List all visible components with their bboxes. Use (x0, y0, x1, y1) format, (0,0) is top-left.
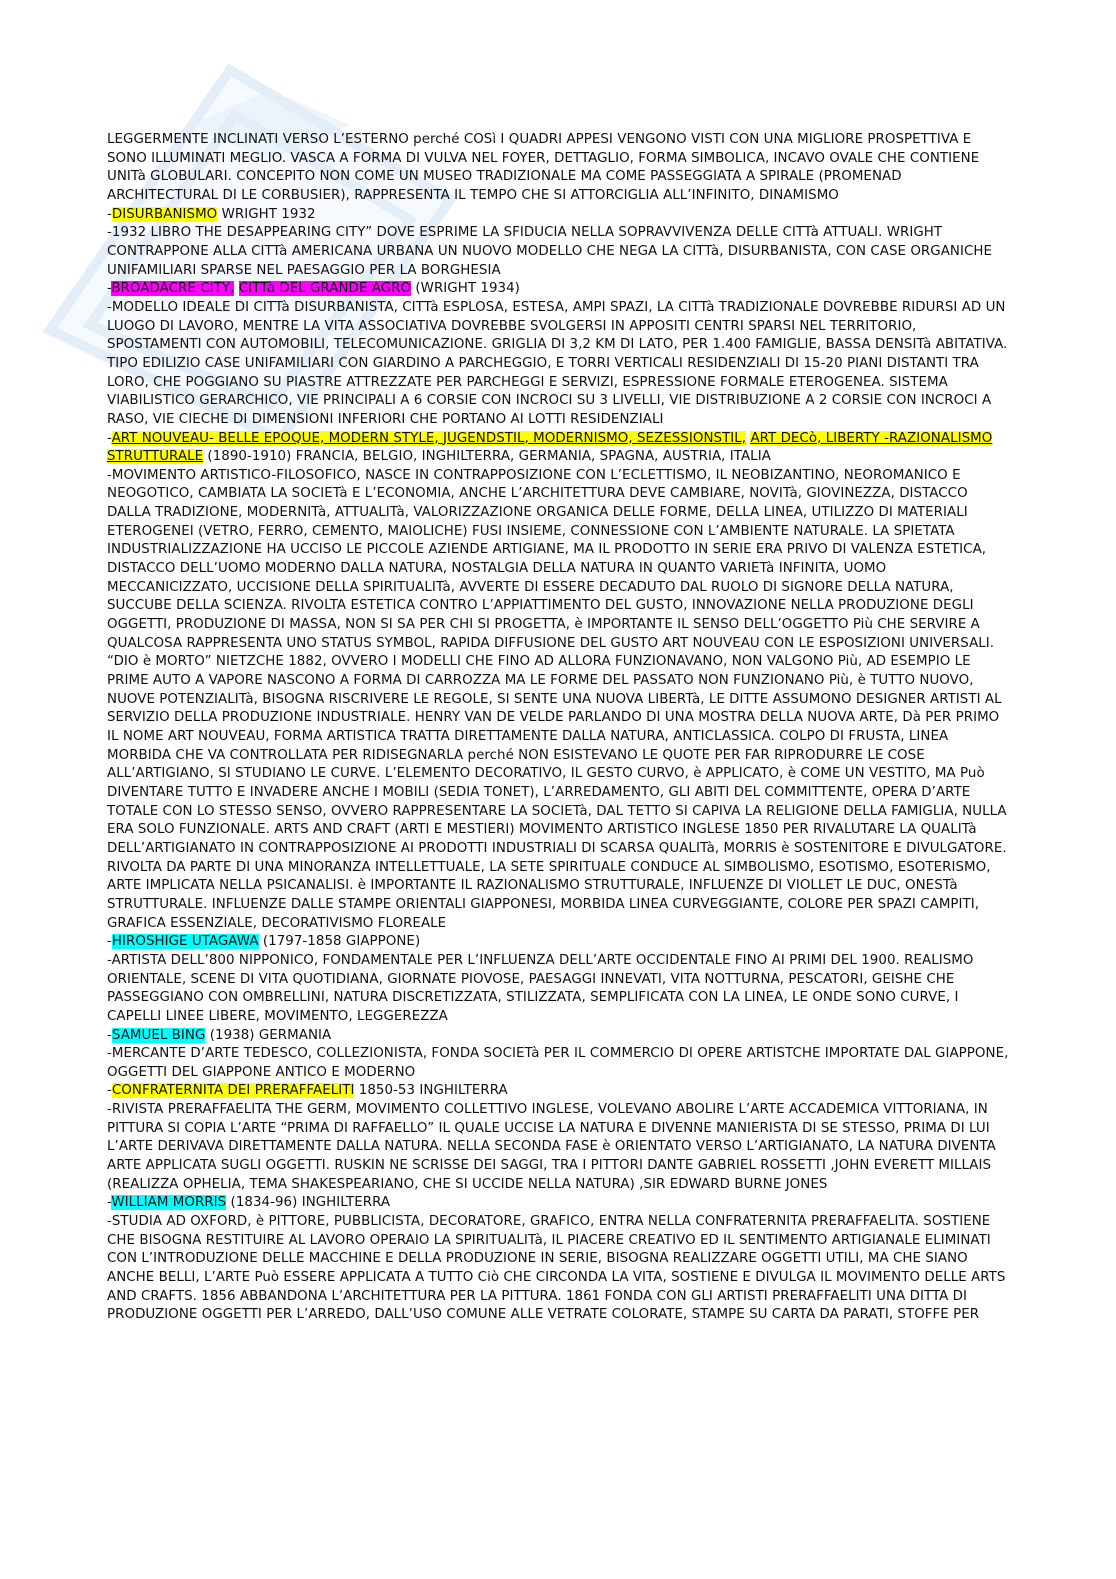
document-body (107, 131, 1012, 1325)
paragraph-art-nouveau: -MOVIMENTO ARTISTICO-FILOSOFICO, NASCE IN CONTRAPPOSIZIONE CON L’ECLETTISMO, IL NEOBIZANTINO, NEOROMANICO E NEOGOTICO, CAMBIATA LA SOCIETà E L’ECONOMIA, ANCHE L’ARCHITETTURA DEVE CAMBIARE, NOVITà, GIOVINEZZA, DISTACCO DALLA TRADIZIONE, MODERNITà, ATTUALITà, VALORIZZAZIONE ORGANICA DELLE FORME, DELLA LINEA, UTILIZZO DI MATERIALI ETEROGENEI (VETRO, FERRO, CEMENTO, MAIOLICHE) FUSI INSIEME, CONNESSIONE CON L’AMBIENTE NATURALE. LA SPIETATA INDUSTRIALIZZAZIONE HA UCCISO LE PICCOLE AZIENDE ARTIGIANE, MA IL PRODOTTO IN SERIE ERA PRIVO DI VALENZA ESTETICA, DISTACCO DELL’UOMO MODERNO DALLA NATURA, NOSTALGIA DELLA NATURA IN QUANTO VARIETà INFINITA, UOMO MECCANICIZZATO, UCCISIONE DELLA SPIRITUALITà, AVVERTE DI ESSERE DECADUTO DAL RUOLO DI SIGNORE DELLA NATURA, SUCCUBE DELLA SCIENZA. RIVOLTA ESTETICA CONTRO L’APPIATTIMENTO DEL GUSTO, INNOVAZIONE NELLA PRODUZIONE DEGLI OGGETTI, PRODUZIONE DI MASSA, NON SI SA PER CHI SI PROGETTA, è IMPORTANTE IL SENSO DELL’OGGETTO Più CHE SERVIRE A QUALCOSA RAPPRESENTA UNO STATUS SYMBOL, RAPIDA DIFFUSIONE DEL GUSTO ART NOUVEAU CON LE ESPOSIZIONI UNIVERSALI. “DIO è MORTO” NIETZCHE 1882, OVVERO I MODELLI CHE FINO AD ALLORA FUNZIONAVANO, NON VALGONO Più, AD ESEMPIO LE PRIME AUTO A VAPORE NASCONO A FORMA DI CARROZZA MA LE FORME DEL PASSATO NON FUNZIONANO Più, è TUTTO NUOVO, NUOVE POTENZIALITà, BISOGNA RISCRIVERE LE REGOLE, SI SENTE UNA NUOVA LIBERTà, LE DITTE ASSUMONO DESIGNER ARTISTI AL SERVIZIO DELLA PRODUZIONE INDUSTRIALE. HENRY VAN DE VELDE PARLANDO DI UNA MOSTRA DELLA NUOVA ARTE, Dà PER PRIMO IL NOME ART NOUVEAU, FORMA ARTISTICA TRATTA DIRETTAMENTE DALLA NATURA, ANTICLASSICA. COLPO DI FRUSTA, LINEA MORBIDA CHE VA CONTROLLATA PER RIDISEGNARLA perché NON ESISTEVANO LE QUOTE PER FAR RIPRODURRE LE COSE ALL’ARTIGIANO, SI STUDIANO LE CURVE. L’ELEMENTO DECORATIVO, IL GESTO CURVO, è APPLICATO, è COME UN VESTITO, MA Può DIVENTARE TUTTO E INVADERE ANCHE I MOBILI (SEDIA TONET), L’ARREDAMENTO, GLI ABITI DEL COMMITTENTE, OPERA D’ARTE TOTALE CON LO STESSO SENSO, OVVERO RAPPRESENTARE LA SOCIETà, DAL TETTO SI CAPIVA LA RELIGIONE DELLA FAMIGLIA, NULLA ERA SOLO FUNZIONALE. ARTS AND CRAFT (ARTI E MESTIERI) MOVIMENTO ARTISTICO INGLESE 1850 PER RIVALUTARE LA QUALITà DELL’ARTIGIANATO IN CONTRAPPOSIZIONE AI PRODOTTI INDUSTRIALI DI SCARSA QUALITà, MORRIS è SOSTENITORE E DIVULGATORE. RIVOLTA DA PARTE DI UNA MINORANZA INTELLETTUALE, LA SETE SPIRITUALE CONDUCE AL SIMBOLISMO, ESOTISMO, ESOTERISMO, ARTE IMPLICATA NELLA PSICANALISI. è IMPORTANTE IL RAZIONALISMO STRUTTURALE, INFLUENZE DI VIOLLET LE DUC, ONESTà STRUTTURALE. INFLUENZE DALLE STAMPE ORIENTALI GIAPPONESI, MORBIDA LINEA CURVEGGIANTE, COLORE PER SPAZI CAMPITI, GRAFICA ESSENZIALE, DECORATIVISMO FLOREALE (107, 467, 1007, 931)
highlight-william-morris: WILLIAM MORRIS (111, 1195, 227, 1211)
highlight-citta-grande-agro: CITTà DEL GRANDE AGRO (238, 281, 412, 297)
heading-dash: - (107, 1083, 112, 1099)
heading-rest: WRIGHT 1932 (217, 206, 316, 222)
paragraph-disurbanismo: -1932 LIBRO THE DESAPPEARING CITY” DOVE ESPRIME LA SFIDUCIA NELLA SOPRAVVIVENZA DELLE CITTà ATTUALI. WRIGHT CONTRAPPONE ALLA CITTà AMERICANA URBANA UN NUOVO MODELLO CHE NEGA LA CITTà, DISURBANISTA, CON CASE ORGANICHE UNIFAMILIARI SPARSE NEL PAESAGGIO PER LA BORGHESIA (107, 225, 993, 278)
heading-rest: (1938) GERMANIA (205, 1027, 332, 1043)
heading-rest: (1890-1910) FRANCIA, BELGIO, INGHILTERRA, GERMANIA, SPAGNA, AUSTRIA, ITALIA (203, 449, 771, 465)
heading-dash: - (107, 1027, 112, 1043)
heading-dash: - (107, 430, 112, 446)
heading-art-nouveau (107, 430, 1012, 467)
heading-william-morris (107, 1194, 1012, 1213)
paragraph-guggenheim: LEGGERMENTE INCLINATI VERSO L’ESTERNO perché COSì I QUADRI APPESI VENGONO VISTI CON UNA MIGLIORE PROSPETTIVA E SONO ILLUMINATI MEGLIO. VASCA A FORMA DI VULVA NEL FOYER, DETTAGLIO, FORMA SIMBOLICA, INCAVO OVALE CHE CONTIENE UNITà GLOBULARI. CONCEPITO NON COME UN MUSEO TRADIZIONALE MA COME PASSEGGIATA A SPIRALE (PROMENAD ARCHITECTURAL DI LE CORBUSIER), RAPPRESENTA IL TEMPO CHE SI ATTORCIGLIA ALL’INFINITO, DINAMISMO (107, 132, 980, 203)
heading-dash: - (107, 281, 112, 297)
highlight-samuel-bing: SAMUEL BING (111, 1027, 206, 1043)
heading-dash: - (107, 934, 112, 950)
heading-rest: (WRIGHT 1934) (411, 281, 520, 297)
paragraph-confraternita: -RIVISTA PRERAFFAELITA THE GERM, MOVIMENTO COLLETTIVO INGLESE, VOLEVANO ABOLIRE L’ARTE ACCADEMICA VITTORIANA, IN PITTURA SI COPIA L’ARTE “PRIMA DI RAFFAELLO” IL QUALE UCCISE LA NATURA E DIVENNE MANIERISTA DI SE STESSO, PRIMA DI LUI L’ARTE DERIVAVA DIRETTAMENTE DALLA NATURA. NELLA SECONDA FASE è ORIENTATO VERSO L’ARTIGIANATO, LA NATURA DIVENTA ARTE APPLICATA SUGLI OGGETTI. RUSKIN NE SCRISSE DEI SAGGI, TRA I PITTORI DANTE GABRIEL ROSSETTI ,JOHN EVERETT MILLAIS (REALIZZA OPHELIA, TEMA SHAKESPEARIANO, CHE SI UCCIDE NELLA NATURA) ,SIR EDWARD BURNE JONES (107, 1102, 996, 1192)
highlight-art-nouveau: ART NOUVEAU- BELLE EPOQUE, MODERN STYLE, JUGENDSTIL, MODERNISMO, SEZESSIONSTIL, (111, 430, 747, 446)
paragraph-william-morris: -STUDIA AD OXFORD, è PITTORE, PUBBLICISTA, DECORATORE, GRAFICO, ENTRA NELLA CONFRATERNITA PRERAFFAELITA. SOSTIENE CHE BISOGNA RESTITUIRE AL LAVORO OPERAIO LA SPIRITUALITà, IL PIACERE CREATIVO ED IL SENTIMENTO ARTIGIANALE ELIMINATI CON L’INTRODUZIONE DELLE MACCHINE E DELLA PRODUZIONE IN SERIE, BISOGNA REALIZZARE OGGETTI UTILI, MA CHE SIANO ANCHE BELLI, L’ARTE Può ESSERE APPLICATA A TUTTO Ciò CHE CIRCONDA LA VITA, SOSTIENE E DIVULGA IL MOVIMENTO DELLE ARTS AND CRAFTS. 1856 ABBANDONA L’ARCHITETTURA PER LA PITTURA. 1861 FONDA CON GLI ARTISTI PRERAFFAELITI UNA DITTA DI PRODUZIONE OGGETTI PER L’ARREDO, DALL’USO COMUNE ALLE VETRATE COLORATE, STAMPE SU CARTA DA PARATI, STOFFE PER (107, 1214, 1006, 1323)
heading-rest: (1834-96) INGHILTERRA (226, 1195, 391, 1211)
heading-rest: (1797-1858 GIAPPONE) (258, 934, 421, 950)
heading-broadacre (107, 280, 1012, 299)
highlight-art-deco: ART DECò, LIBERTY -RAZIONALISMO STRUTTURALE (107, 430, 993, 465)
heading-dash: - (107, 1195, 112, 1211)
paragraph-samuel-bing: -MERCANTE D’ARTE TEDESCO, COLLEZIONISTA, FONDA SOCIETà PER IL COMMERCIO DI OPERE ARTISTCHE IMPORTATE DAL GIAPPONE, OGGETTI DEL GIAPPONE ANTICO E MODERNO (107, 1046, 1009, 1080)
paragraph-broadacre: -MODELLO IDEALE DI CITTà DISURBANISTA, CITTà ESPLOSA, ESTESA, AMPI SPAZI, LA CITTà TRADIZIONALE DOVREBBE RIDURSI AD UN LUOGO DI LAVORO, MENTRE LA VITA ASSOCIATIVA DOVREBBE SVOLGERSI IN APPOSITI CENTRI SPARSI NEL TERRITORIO, SPOSTAMENTI CON AUTOMOBILI, TELECOMUNICAZIONE. GRIGLIA DI 3,2 KM DI LATO, PER 1.400 FAMIGLIE, BASSA DENSITà ABITATIVA. TIPO EDILIZIO CASE UNIFAMILIARI CON GIARDINO A PARCHEGGIO, E TORRI VERTICALI RESIDENZIALI DI 15-20 PIANI DISTANTI TRA LORO, CHE POGGIANO SU PIASTRE ATTREZZATE PER PARCHEGGI E SERVIZI, ESPRESSIONE FORMALE ETEROGENEA. SISTEMA VIABILISTICO GERARCHICO, VIE PRINCIPALI A 6 CORSIE CON INCROCI SU 3 LIVELLI, VIE DISTRIBUZIONE A 2 CORSIE CON INCROCI A RASO, VIE CIECHE DI DIMENSIONI INFERIORI CHE PORTANO AI LOTTI RESIDENZIALI (107, 299, 1008, 427)
paragraph-hiroshige: -ARTISTA DELL’800 NIPPONICO, FONDAMENTALE PER L’INFLUENZA DELL’ARTE OCCIDENTALE FINO AI PRIMI DEL 1900. REALISMO ORIENTALE, SCENE DI VITA QUOTIDIANA, GIORNATE PIOVOSE, PAESAGGI INNEVATI, VITA NOTTURNA, PESCATORI, GEISHE CHE PASSEGGIANO CON OMBRELLINI, NATURA DISCRETIZZATA, STILIZZATA, SEMPLIFICATA CON LA LINEA, LE ONDE SONO CURVE, I CAPELLI LINEE LIBERE, MOVIMENTO, LEGGEREZZA (107, 952, 974, 1024)
heading-confraternita (107, 1082, 1012, 1101)
highlight-disurbanismo: DISURBANISMO (111, 206, 218, 222)
heading-samuel-bing (107, 1027, 1012, 1046)
heading-dash: - (107, 206, 112, 222)
highlight-confraternita: CONFRATERNITA DEI PRERAFFAELITI (111, 1083, 355, 1099)
heading-hiroshige (107, 933, 1012, 952)
highlight-hiroshige: HIROSHIGE UTAGAWA (111, 934, 259, 950)
highlight-broadacre-city: BROADACRE CITY, (111, 281, 235, 297)
heading-rest: 1850-53 INGHILTERRA (354, 1083, 508, 1099)
heading-disurbanismo (107, 206, 1012, 225)
